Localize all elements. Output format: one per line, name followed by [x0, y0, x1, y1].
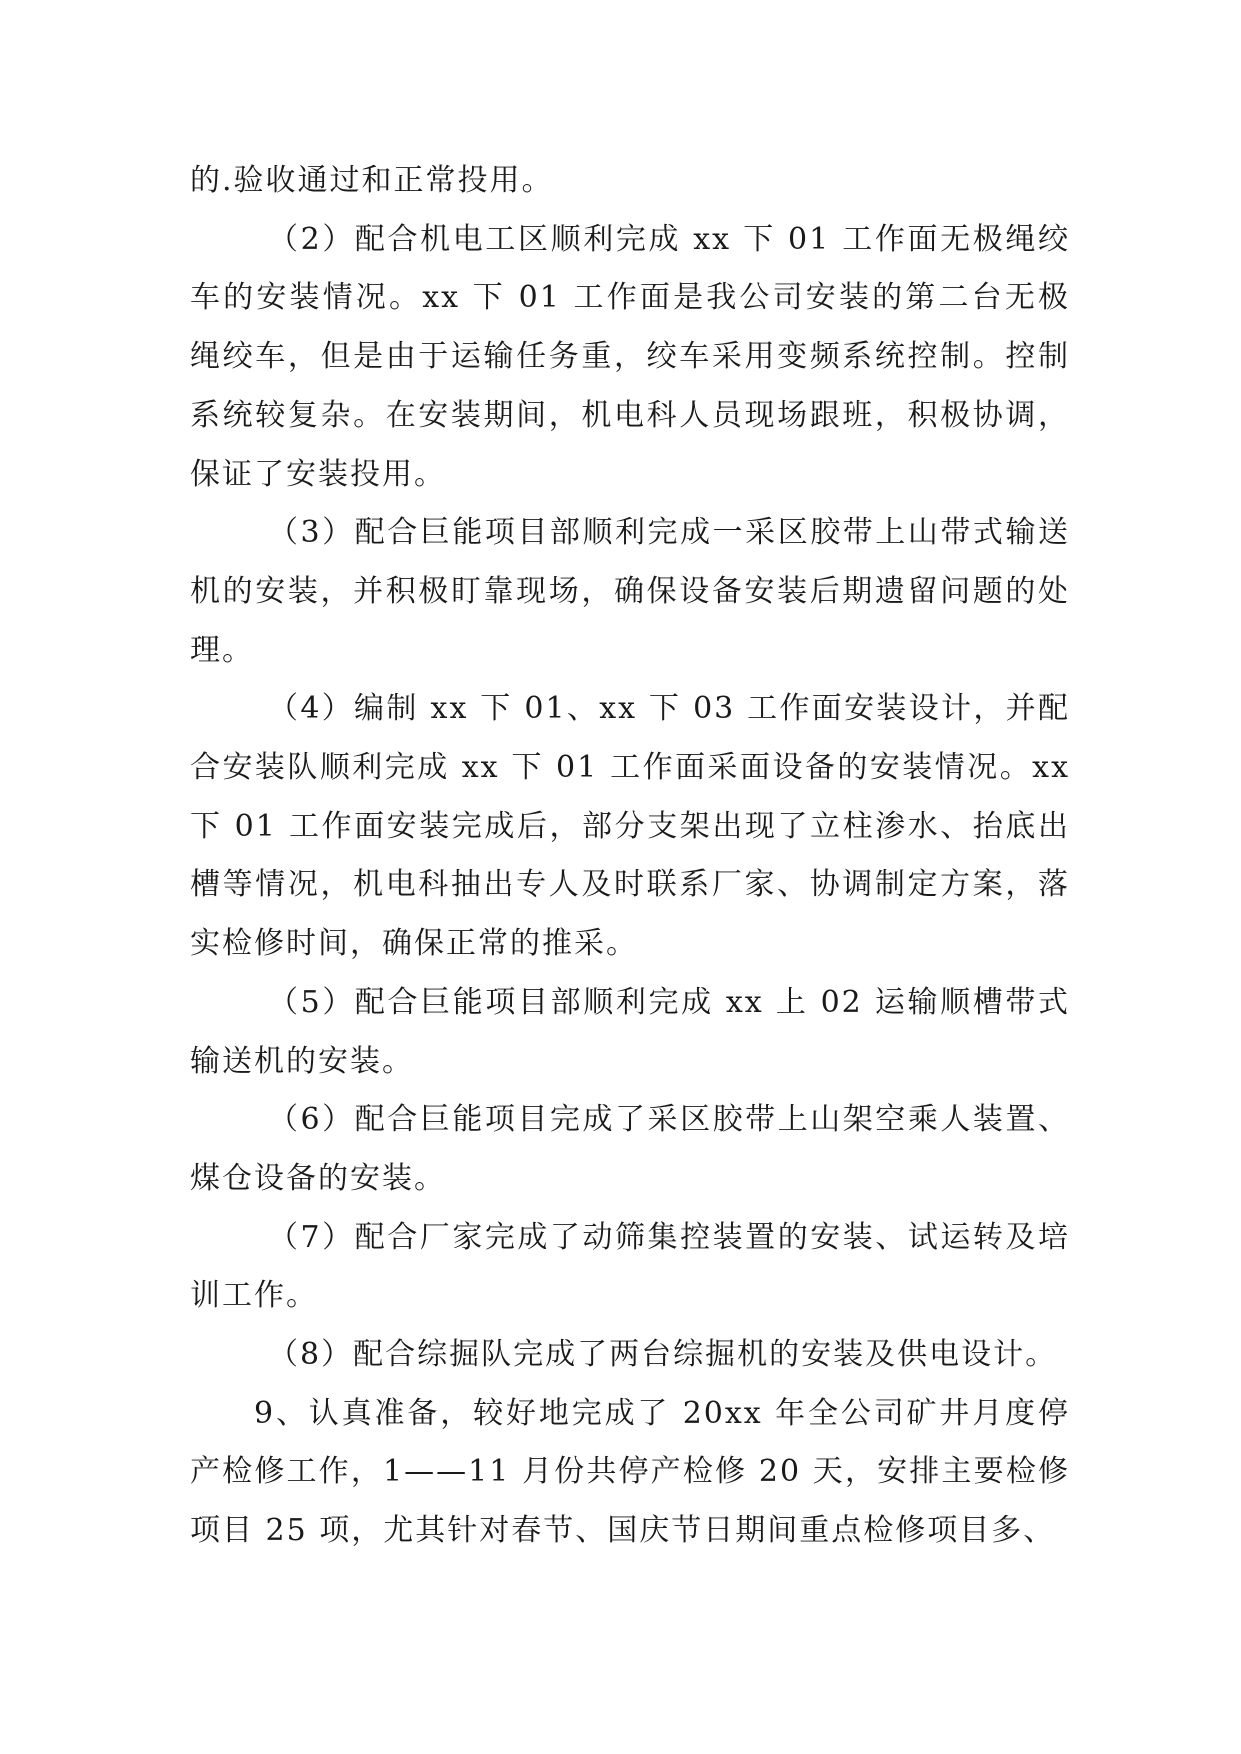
paragraph-item-4: （4）编制 xx 下 01、xx 下 03 工作面安装设计，并配合安装队顺利完成 xx 下 01 工作面采面设备的安装情况。xx 下 01 工作面安装完成后，部分支架出现了立柱渗水、抬底出槽等情况，机电科抽出专人及时联系厂家、协调制定方案，落实检修时间，确保正常的推采。: [190, 691, 1070, 962]
paragraph-item-8: （8）配合综掘队完成了两台综掘机的安装及供电设计。: [268, 1337, 1058, 1373]
body-text: [190, 152, 1070, 1561]
paragraph-item-2: （2）配合机电工区顺利完成 xx 下 01 工作面无极绳绞车的安装情况。xx 下 01 工作面是我公司安装的第二台无极绳绞车，但是由于运输任务重，绞车采用变频系统控制。控制系统较复杂。在安装期间，机电科人员现场跟班，积极协调，保证了安装投用。: [190, 221, 1070, 492]
paragraph-item-7: （7）配合厂家完成了动筛集控装置的安装、试运转及培训工作。: [190, 1219, 1070, 1314]
paragraph-item-5: （5）配合巨能项目部顺利完成 xx 上 02 运输顺槽带式输送机的安装。: [190, 984, 1070, 1079]
paragraph-section-9: 9、认真准备，较好地完成了 20xx 年全公司矿井月度停产检修工作，1——11 月份共停产检修 20 天，安排主要检修项目 25 项，尤其针对春节、国庆节日期间重点检修项目多、: [190, 1395, 1070, 1549]
paragraph-item-3: （3）配合巨能项目部顺利完成一采区胶带上山带式输送机的安装，并积极盯靠现场，确保设备安装后期遗留问题的处理。: [190, 515, 1070, 668]
paragraph-continuation: 的.验收通过和正常投用。: [190, 163, 554, 198]
paragraph-item-6: （6）配合巨能项目完成了采区胶带上山架空乘人装置、煤仓设备的安装。: [190, 1102, 1070, 1196]
